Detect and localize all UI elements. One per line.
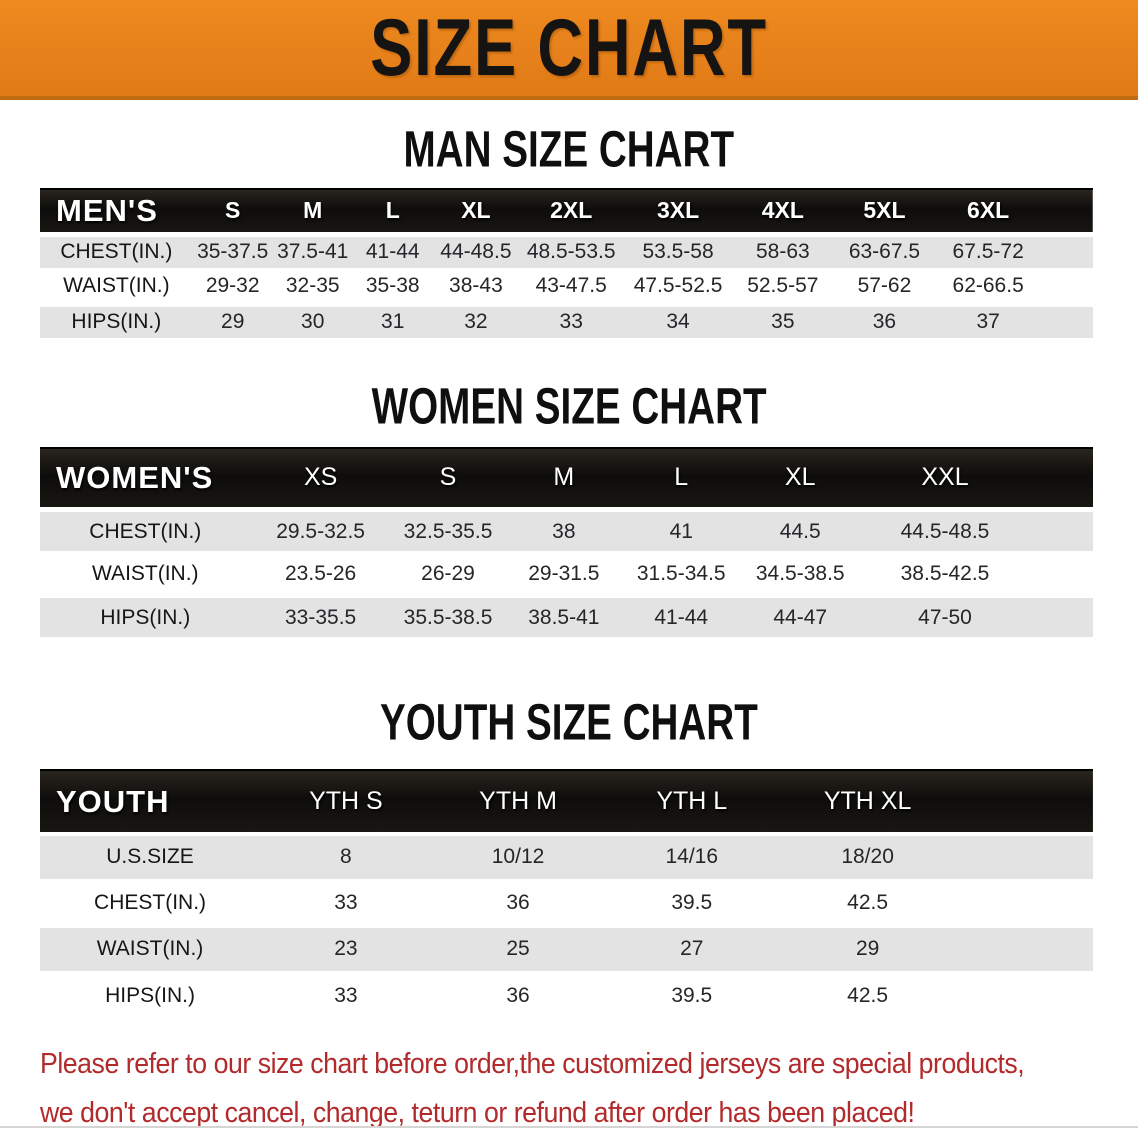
spacer-cell	[956, 880, 1093, 926]
size-cell: 36	[506, 890, 530, 914]
size-col-header: YTH M	[432, 770, 605, 834]
size-cell: 32-35	[285, 274, 340, 297]
row-label: U.S.SIZE	[40, 834, 260, 880]
size-cell: 47-50	[860, 596, 1030, 639]
spacer-cell	[1030, 596, 1093, 639]
size-cell: 32	[433, 304, 519, 339]
table-row	[40, 834, 1093, 880]
size-cell: 52.5-57	[747, 274, 819, 297]
size-cell: 47.5-52.5	[633, 274, 723, 297]
row-label: HIPS(IN.)	[40, 304, 193, 339]
women-header-row	[40, 448, 1093, 510]
row-label: WAIST(IN.)	[63, 274, 170, 297]
size-cell: 33-35.5	[251, 596, 391, 639]
size-col-header: L	[622, 448, 740, 510]
spacer-cell	[1040, 234, 1093, 269]
spacer-cell	[956, 834, 1093, 880]
row-label: CHEST(IN.)	[94, 890, 207, 914]
size-cell: 18/20	[779, 834, 956, 880]
size-cell: 34.5-38.5	[755, 561, 845, 585]
size-cell: 29-32	[205, 274, 260, 297]
size-cell: 23	[260, 926, 432, 972]
size-col-header: L	[353, 189, 433, 234]
size-cell: 44-47	[740, 596, 860, 639]
size-cell: 35-38	[365, 274, 420, 297]
size-col-header: YTH S	[260, 770, 432, 834]
table-row	[40, 972, 1093, 1018]
size-cell: 38	[505, 510, 622, 553]
spacer-cell	[1040, 269, 1093, 304]
banner-title: SIZE CHART	[370, 3, 768, 93]
size-cell: 38-43	[449, 274, 503, 297]
size-cell: 31	[353, 304, 433, 339]
size-cell: 29-31.5	[528, 561, 600, 585]
size-cell: 39.5	[671, 890, 713, 914]
size-cell: 32.5-35.5	[391, 510, 506, 553]
youth-section-heading	[0, 693, 1138, 751]
table-row	[40, 304, 1093, 339]
size-cell: 31.5-34.5	[636, 561, 726, 585]
table-row	[40, 510, 1093, 553]
size-col-header: XL	[740, 448, 860, 510]
spacer-cell	[1040, 304, 1093, 339]
size-col-header: XXL	[860, 448, 1030, 510]
size-col-header: S	[193, 189, 273, 234]
youth-section-heading-text: YOUTH SIZE CHART	[380, 693, 758, 751]
size-cell: 44.5	[740, 510, 860, 553]
size-col-header: 5XL	[833, 189, 936, 234]
spacer-cell	[1030, 510, 1093, 553]
table-row	[40, 926, 1093, 972]
size-cell: 34	[623, 304, 733, 339]
size-cell: 42.5	[847, 983, 889, 1007]
size-cell: 30	[273, 304, 353, 339]
size-cell: 29.5-32.5	[251, 510, 391, 553]
table-row	[40, 269, 1093, 304]
size-cell: 33	[334, 890, 358, 914]
table-row	[40, 553, 1093, 596]
size-cell: 44.5-48.5	[860, 510, 1030, 553]
men-header-row	[40, 189, 1093, 234]
size-cell: 35.5-38.5	[391, 596, 506, 639]
bottom-divider	[0, 1126, 1138, 1128]
size-chart-banner	[0, 0, 1138, 100]
spacer-cell	[1040, 189, 1093, 234]
men-section-heading	[0, 120, 1138, 178]
youth-corner-label: YOUTH	[40, 770, 260, 834]
spacer-cell	[956, 926, 1093, 972]
women-section-heading-text: WOMEN SIZE CHART	[371, 376, 767, 435]
table-row	[40, 880, 1093, 926]
size-cell: 14/16	[604, 834, 779, 880]
spacer-cell	[956, 972, 1093, 1018]
men-corner-label: MEN'S	[40, 189, 193, 234]
size-col-header: YTH L	[604, 770, 779, 834]
size-col-header: 3XL	[623, 189, 733, 234]
size-cell: 38.5-41	[505, 596, 622, 639]
row-label: CHEST(IN.)	[40, 510, 251, 553]
size-cell: 41-44	[622, 596, 740, 639]
size-col-header: S	[391, 448, 506, 510]
size-cell: 44-48.5	[433, 234, 519, 269]
women-section-heading	[0, 376, 1138, 435]
size-cell: 35-37.5	[193, 234, 273, 269]
size-col-header: 2XL	[519, 189, 623, 234]
men-section-heading-text: MAN SIZE CHART	[403, 120, 735, 178]
size-cell: 57-62	[857, 274, 912, 297]
spacer-cell	[1030, 553, 1093, 596]
size-cell: 27	[604, 926, 779, 972]
size-cell: 37	[936, 304, 1040, 339]
size-cell: 36	[833, 304, 936, 339]
size-cell: 39.5	[671, 983, 713, 1007]
disclaimer-line-2: we don't accept cancel, change, teturn or refund after order has been placed!	[40, 1097, 915, 1129]
size-cell: 62-66.5	[952, 274, 1024, 297]
size-cell: 26-29	[421, 561, 475, 585]
size-cell: 63-67.5	[833, 234, 936, 269]
size-cell: 8	[260, 834, 432, 880]
size-cell: 33	[334, 983, 358, 1007]
size-cell: 36	[506, 983, 530, 1007]
size-cell: 29	[193, 304, 273, 339]
spacer-cell	[1030, 448, 1093, 510]
size-cell: 29	[779, 926, 956, 972]
size-cell: 35	[733, 304, 833, 339]
spacer-cell	[956, 770, 1093, 834]
size-col-header: 4XL	[733, 189, 833, 234]
table-row	[40, 234, 1093, 269]
youth-size-table	[40, 769, 1093, 1018]
size-cell: 58-63	[733, 234, 833, 269]
women-size-table	[40, 447, 1093, 641]
men-size-table	[40, 188, 1093, 341]
size-cell: 41-44	[353, 234, 433, 269]
size-cell: 37.5-41	[273, 234, 353, 269]
table-row	[40, 596, 1093, 639]
size-cell: 67.5-72	[936, 234, 1040, 269]
size-cell: 33	[519, 304, 623, 339]
size-cell: 42.5	[847, 890, 889, 914]
row-label: HIPS(IN.)	[105, 983, 195, 1007]
row-label: CHEST(IN.)	[40, 234, 193, 269]
size-cell: 10/12	[432, 834, 605, 880]
disclaimer-line-1: Please refer to our size chart before order,the customized jerseys are special products,	[40, 1048, 1025, 1080]
women-corner-label: WOMEN'S	[40, 448, 251, 510]
size-col-header: 6XL	[936, 189, 1040, 234]
size-cell: 38.5-42.5	[900, 561, 990, 585]
youth-header-row	[40, 770, 1093, 834]
size-cell: 53.5-58	[623, 234, 733, 269]
size-col-header: XS	[251, 448, 391, 510]
row-label: WAIST(IN.)	[40, 926, 260, 972]
size-cell: 25	[432, 926, 605, 972]
size-col-header: YTH XL	[779, 770, 956, 834]
size-cell: 43-47.5	[535, 274, 607, 297]
row-label: WAIST(IN.)	[92, 561, 199, 585]
row-label: HIPS(IN.)	[40, 596, 251, 639]
size-cell: 41	[622, 510, 740, 553]
size-cell: 48.5-53.5	[519, 234, 623, 269]
size-col-header: M	[505, 448, 622, 510]
size-col-header: M	[273, 189, 353, 234]
size-col-header: XL	[433, 189, 519, 234]
size-cell: 23.5-26	[285, 561, 357, 585]
